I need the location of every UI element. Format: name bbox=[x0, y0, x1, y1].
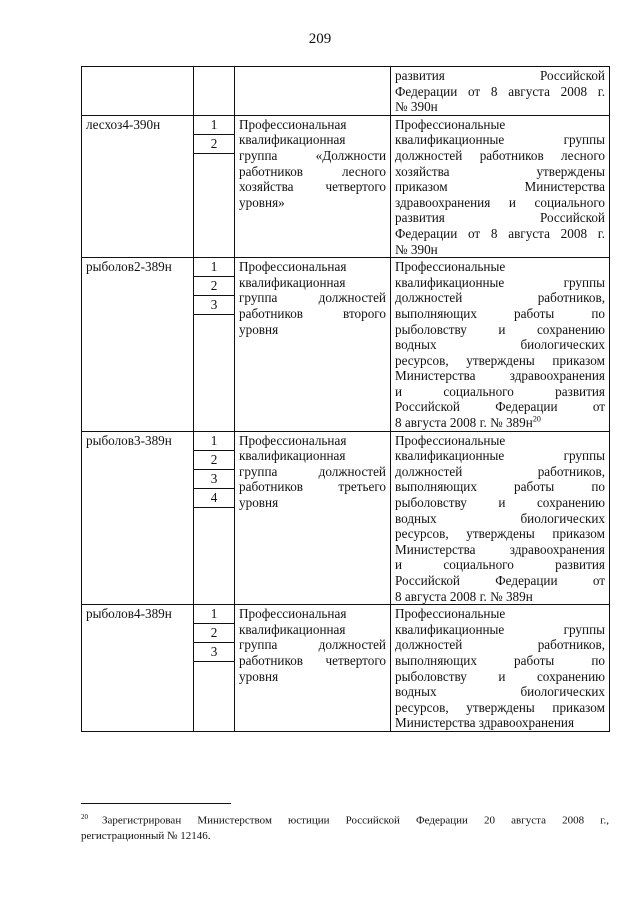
group-name-line: хозяйства четвертого bbox=[239, 179, 386, 195]
group-name-line: уровня bbox=[239, 495, 279, 511]
group-name-line: группа «Должности bbox=[239, 147, 386, 163]
qualification-level: 2 bbox=[194, 277, 234, 296]
table-row bbox=[82, 605, 610, 732]
qualification-level: 1 bbox=[194, 116, 234, 135]
legal-basis-line bbox=[395, 606, 605, 622]
legal-basis-text: Министерства здравоохранения bbox=[395, 715, 575, 731]
group-name-line: Профессиональная bbox=[239, 432, 347, 448]
legal-basis-line bbox=[395, 210, 605, 226]
group-name-line: работников лесного bbox=[239, 163, 386, 179]
legal-basis-line bbox=[395, 433, 605, 449]
legal-basis-line bbox=[395, 589, 605, 605]
legal-basis-line bbox=[395, 684, 605, 700]
group-name-line: группа должностей bbox=[239, 637, 386, 653]
legal-basis-line bbox=[395, 117, 605, 133]
qualification-level: 3 bbox=[194, 470, 234, 489]
group-code bbox=[82, 67, 194, 116]
qualification-level: 1 bbox=[194, 258, 234, 277]
qualification-level: 2 bbox=[194, 451, 234, 470]
qualification-level: 2 bbox=[194, 624, 234, 643]
legal-basis-text: водных биологических bbox=[395, 337, 605, 353]
footnote-text: Зарегистрирован Министерством юстиции Российской Федерации 20 августа 2008 г., bbox=[102, 814, 609, 827]
legal-basis-line bbox=[395, 148, 605, 164]
qualification-levels bbox=[194, 115, 235, 257]
legal-basis bbox=[391, 605, 610, 732]
legal-basis-line bbox=[395, 542, 605, 558]
legal-basis-text: выполняющих работы по bbox=[395, 479, 605, 495]
legal-basis-text: выполняющих работы по bbox=[395, 305, 605, 321]
legal-basis-line bbox=[395, 715, 605, 731]
legal-basis-text: развития Российской bbox=[395, 68, 605, 83]
group-name-line: квалификационная bbox=[239, 621, 346, 637]
legal-basis-text: выполняющих работы по bbox=[395, 652, 605, 668]
legal-basis-text: ресурсов, утверждены приказом bbox=[395, 526, 605, 542]
group-name-line: уровня bbox=[239, 321, 279, 337]
footnote bbox=[81, 810, 609, 844]
qualification-levels bbox=[194, 258, 235, 432]
group-name-line: уровня bbox=[239, 668, 279, 684]
professional-group-name bbox=[235, 115, 391, 257]
legal-basis-line bbox=[395, 242, 605, 258]
group-code: лесхоз4-390н bbox=[82, 115, 194, 257]
footnote-mark: 20 bbox=[81, 813, 88, 821]
qualification-level: 1 bbox=[194, 432, 234, 451]
group-name-line: работников второго bbox=[239, 305, 386, 321]
group-name-line: работников четвертого bbox=[239, 652, 386, 668]
legal-basis-line bbox=[395, 399, 605, 415]
legal-basis-text: Профессиональные bbox=[395, 116, 506, 132]
qualification-groups-table bbox=[81, 66, 610, 732]
group-name-line: квалификационная bbox=[239, 448, 346, 464]
legal-basis-text: Федерации от 8 августа 2008 г. bbox=[395, 225, 605, 241]
qualification-level: 2 bbox=[194, 135, 234, 154]
legal-basis-text: и социального развития bbox=[395, 557, 605, 573]
group-name-line: Профессиональная bbox=[239, 116, 347, 132]
professional-group-name bbox=[235, 67, 391, 116]
legal-basis-line bbox=[395, 495, 605, 511]
professional-group-name bbox=[235, 605, 391, 732]
legal-basis-text: развития Российской bbox=[395, 210, 605, 226]
qualification-levels bbox=[194, 431, 235, 605]
group-name-line: группа должностей bbox=[239, 290, 386, 306]
professional-group-name bbox=[235, 258, 391, 432]
legal-basis-line bbox=[395, 195, 605, 211]
legal-basis-line bbox=[395, 322, 605, 338]
legal-basis-line bbox=[395, 179, 605, 195]
legal-basis-text: приказом Министерства bbox=[395, 179, 605, 195]
table-row bbox=[82, 115, 610, 257]
page-number: 209 bbox=[308, 31, 332, 47]
legal-basis-text: должностей работников, bbox=[395, 290, 605, 306]
legal-basis-line bbox=[395, 573, 605, 589]
table-row bbox=[82, 431, 610, 605]
footnote-line-1 bbox=[81, 810, 609, 829]
legal-basis-line bbox=[395, 653, 605, 669]
legal-basis-text: Российской Федерации от bbox=[395, 573, 605, 588]
legal-basis-text: водных биологических bbox=[395, 510, 605, 526]
qualification-level: 3 bbox=[194, 643, 234, 662]
group-code: рыболов3-389н bbox=[82, 431, 194, 605]
legal-basis-line bbox=[395, 464, 605, 480]
group-name-line: работников третьего bbox=[239, 479, 386, 495]
legal-basis-text: 8 августа 2008 г. № 389н bbox=[395, 415, 533, 431]
legal-basis-text: Министерства здравоохранения bbox=[395, 368, 605, 384]
group-name-line: квалификационная bbox=[239, 274, 346, 290]
legal-basis-text: водных биологических bbox=[395, 684, 605, 700]
legal-basis-line bbox=[395, 557, 605, 573]
legal-basis-text: Российской Федерации от bbox=[395, 399, 605, 415]
qualification-level: 4 bbox=[194, 489, 234, 508]
legal-basis-line bbox=[395, 306, 605, 322]
legal-basis-line bbox=[395, 226, 605, 242]
legal-basis-text: квалификационные группы bbox=[395, 621, 605, 637]
table-row bbox=[82, 67, 610, 116]
legal-basis bbox=[391, 67, 610, 116]
footnote-separator bbox=[81, 803, 231, 804]
legal-basis-text: должностей работников, bbox=[395, 463, 605, 479]
legal-basis-text: хозяйства утверждены bbox=[395, 163, 605, 179]
legal-basis-text: Профессиональные bbox=[395, 259, 506, 275]
group-code: рыболов2-389н bbox=[82, 258, 194, 432]
legal-basis-line bbox=[395, 526, 605, 542]
legal-basis-line bbox=[395, 337, 605, 353]
footnote-line-2: регистрационный № 12146. bbox=[81, 829, 211, 842]
legal-basis-line bbox=[395, 84, 605, 100]
legal-basis-text: № 390н bbox=[395, 241, 438, 257]
legal-basis-line bbox=[395, 700, 605, 716]
legal-basis-line bbox=[395, 511, 605, 527]
legal-basis-line bbox=[395, 479, 605, 495]
legal-basis-line bbox=[395, 384, 605, 400]
legal-basis-text: квалификационные группы bbox=[395, 274, 605, 290]
group-name-line: Профессиональная bbox=[239, 606, 347, 622]
qualification-levels bbox=[194, 605, 235, 732]
footnote-reference: 20 bbox=[532, 414, 541, 424]
legal-basis-text: здравоохранения и социального bbox=[395, 194, 605, 210]
professional-group-name bbox=[235, 431, 391, 605]
legal-basis-line bbox=[395, 275, 605, 291]
legal-basis-text: ресурсов, утверждены приказом bbox=[395, 352, 605, 368]
legal-basis-text: квалификационные группы bbox=[395, 448, 605, 464]
legal-basis-text: ресурсов, утверждены приказом bbox=[395, 699, 605, 715]
legal-basis-line bbox=[395, 259, 605, 275]
legal-basis-text: № 390н bbox=[395, 99, 438, 115]
legal-basis-line bbox=[395, 99, 605, 115]
legal-basis-line bbox=[395, 368, 605, 384]
table-row bbox=[82, 258, 610, 432]
group-name-line: квалификационная bbox=[239, 132, 346, 148]
legal-basis-line bbox=[395, 353, 605, 369]
legal-basis-text: Федерации от 8 августа 2008 г. bbox=[395, 83, 605, 99]
legal-basis-text: Профессиональные bbox=[395, 432, 506, 448]
group-code: рыболов4-389н bbox=[82, 605, 194, 732]
legal-basis-text: должностей работников, bbox=[395, 637, 605, 653]
qualification-levels bbox=[194, 67, 235, 116]
qualification-level: 1 bbox=[194, 605, 234, 624]
group-name-line: группа должностей bbox=[239, 463, 386, 479]
legal-basis-text: должностей работников лесного bbox=[395, 147, 605, 163]
legal-basis-text: рыболовству и сохранению bbox=[395, 668, 605, 684]
legal-basis-text: Профессиональные bbox=[395, 606, 506, 622]
legal-basis-line bbox=[395, 164, 605, 180]
legal-basis-line bbox=[395, 622, 605, 638]
legal-basis-text: рыболовству и сохранению bbox=[395, 495, 605, 511]
legal-basis-line bbox=[395, 448, 605, 464]
group-name-line: уровня» bbox=[239, 194, 285, 210]
legal-basis-line bbox=[395, 132, 605, 148]
qualification-level: 3 bbox=[194, 296, 234, 315]
legal-basis-text: и социального развития bbox=[395, 383, 605, 399]
legal-basis bbox=[391, 115, 610, 257]
legal-basis-text: 8 августа 2008 г. № 389н bbox=[395, 588, 533, 604]
group-name-line: Профессиональная bbox=[239, 259, 347, 275]
legal-basis-text: рыболовству и сохранению bbox=[395, 321, 605, 337]
legal-basis bbox=[391, 258, 610, 432]
legal-basis-line bbox=[395, 415, 605, 431]
legal-basis-text: Министерства здравоохранения bbox=[395, 541, 605, 557]
legal-basis-line bbox=[395, 637, 605, 653]
legal-basis-line bbox=[395, 68, 605, 84]
legal-basis-text: квалификационные группы bbox=[395, 132, 605, 148]
legal-basis bbox=[391, 431, 610, 605]
legal-basis-line bbox=[395, 290, 605, 306]
legal-basis-line bbox=[395, 669, 605, 685]
